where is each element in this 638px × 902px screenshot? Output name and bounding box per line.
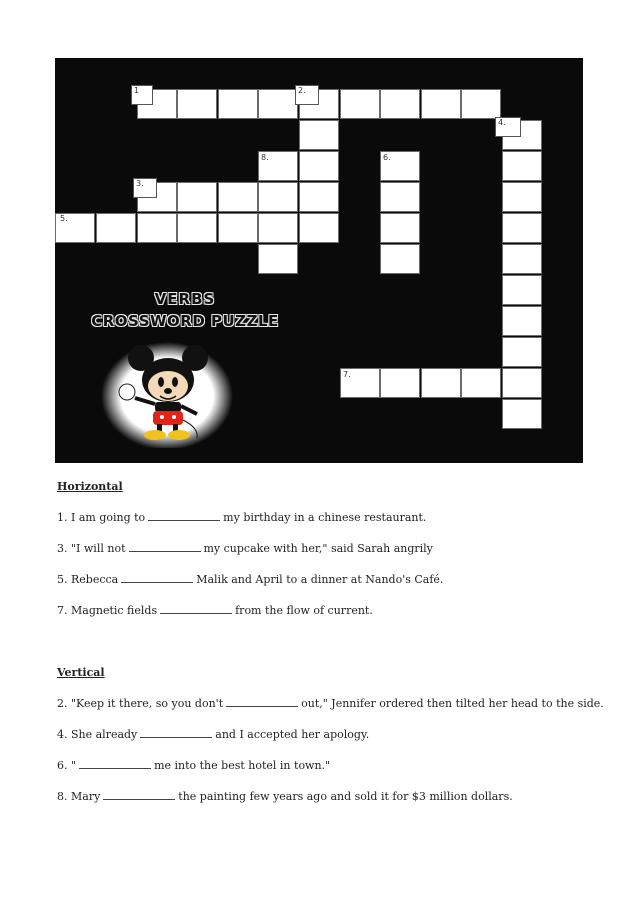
vertical-clue-8: 8. Mary the painting few years ago and sold it for $3 million dollars. — [57, 790, 513, 803]
grid-cell[interactable] — [258, 213, 298, 243]
vertical-clue-6: 6. " me into the best hotel in town." — [57, 759, 331, 772]
answer-blank[interactable] — [103, 790, 175, 800]
clue-number-3: 3. — [133, 178, 157, 198]
horizontal-clue-3: 3. "I will not my cupcake with her," said Sarah angrily — [57, 542, 433, 555]
grid-cell[interactable] — [177, 89, 217, 119]
grid-cell[interactable] — [502, 399, 542, 429]
grid-cell[interactable] — [502, 368, 542, 398]
grid-cell[interactable] — [177, 182, 217, 212]
grid-cell[interactable] — [421, 89, 461, 119]
grid-cell[interactable] — [218, 213, 258, 243]
grid-cell[interactable] — [380, 213, 420, 243]
vertical-clue-4: 4. She already and I accepted her apology. — [57, 728, 370, 741]
grid-cell[interactable] — [340, 89, 380, 119]
grid-cell[interactable] — [380, 182, 420, 212]
clue-number-6: 6. — [383, 153, 391, 162]
grid-cell[interactable] — [96, 213, 136, 243]
horizontal-heading: Horizontal — [57, 480, 123, 493]
horizontal-clue-7: 7. Magnetic fields from the flow of current. — [57, 604, 373, 617]
grid-cell[interactable] — [177, 213, 217, 243]
grid-cell[interactable] — [299, 151, 339, 181]
grid-cell[interactable] — [502, 151, 542, 181]
title-line-2: CROSSWORD PUZZLE — [91, 312, 279, 330]
title-line-1: VERBS — [154, 290, 216, 308]
crossword-grid — [55, 58, 583, 463]
answer-blank[interactable] — [79, 759, 151, 769]
horizontal-clue-1: 1. I am going to my birthday in a chinese restaurant. — [57, 511, 427, 524]
clue-number-4: 4. — [495, 117, 521, 137]
grid-cell[interactable] — [299, 182, 339, 212]
grid-cell[interactable] — [258, 244, 298, 274]
mouse-mascot-illustration — [99, 338, 235, 448]
clue-number-2: 2. — [295, 85, 319, 105]
grid-cell[interactable] — [421, 368, 461, 398]
vertical-heading: Vertical — [57, 666, 105, 679]
answer-blank[interactable] — [121, 573, 193, 583]
clue-number-5: 5. — [60, 214, 68, 223]
answer-blank[interactable] — [140, 728, 212, 738]
horizontal-clue-5: 5. Rebecca Malik and April to a dinner at Nando's Café. — [57, 573, 444, 586]
answer-blank[interactable] — [226, 697, 298, 707]
grid-cell[interactable] — [218, 89, 258, 119]
grid-cell[interactable] — [502, 182, 542, 212]
grid-cell[interactable] — [218, 182, 258, 212]
answer-blank[interactable] — [160, 604, 232, 614]
grid-cell[interactable] — [461, 89, 501, 119]
grid-cell[interactable] — [258, 89, 298, 119]
grid-cell[interactable] — [461, 368, 501, 398]
grid-cell[interactable] — [380, 89, 420, 119]
grid-cell[interactable] — [380, 244, 420, 274]
grid-cell[interactable] — [258, 182, 298, 212]
grid-cell[interactable] — [380, 368, 420, 398]
clue-number-7: 7. — [343, 370, 351, 379]
answer-blank[interactable] — [148, 511, 220, 521]
clue-number-8: 8. — [261, 153, 269, 162]
grid-cell[interactable] — [299, 120, 339, 150]
clue-number-1: 1 — [131, 85, 153, 105]
grid-cell[interactable] — [137, 213, 177, 243]
grid-cell[interactable] — [502, 244, 542, 274]
grid-cell[interactable] — [299, 213, 339, 243]
grid-cell[interactable] — [502, 213, 542, 243]
grid-cell[interactable] — [502, 275, 542, 305]
grid-cell[interactable] — [502, 306, 542, 336]
vertical-clue-2: 2. "Keep it there, so you don't out," Jennifer ordered then tilted her head to the side. — [57, 697, 604, 710]
answer-blank[interactable] — [129, 542, 201, 552]
grid-cell[interactable] — [502, 337, 542, 367]
